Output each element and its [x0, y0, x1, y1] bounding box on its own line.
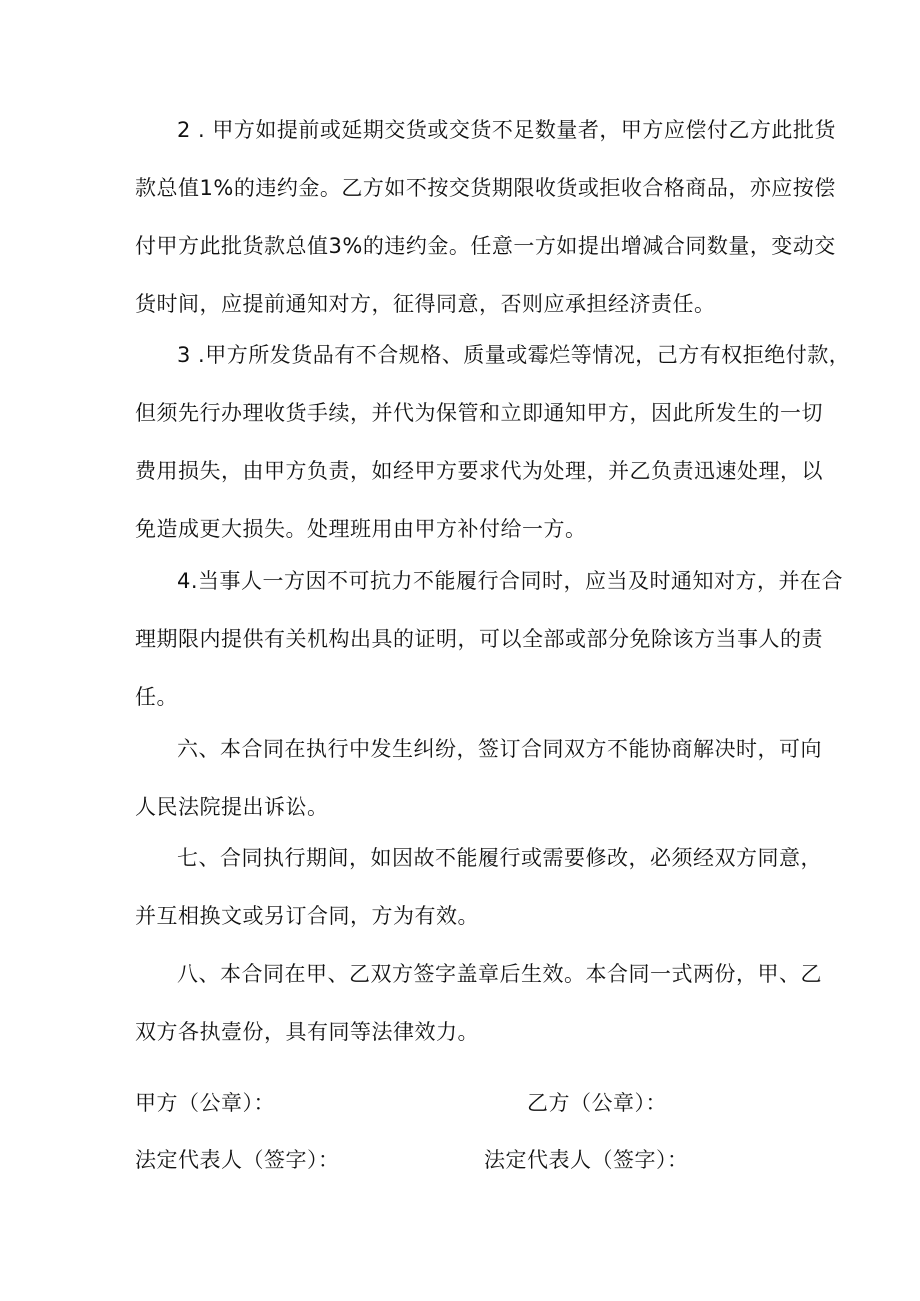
clause-3-line-3: 费用损失，由甲方负责，如经甲方要求代为处理，并乙负责迅速处理，以 — [135, 459, 823, 483]
article-8-line-2: 双方各执壹份，具有同等法律效力。 — [135, 1020, 479, 1044]
clause-4-line-3: 任。 — [135, 685, 178, 709]
article-6-paragraph — [135, 720, 822, 836]
clause-2-line-1: 2 . 甲方如提前或延期交货或交货不足数量者，甲方应偿付乙方此批货 — [177, 118, 836, 142]
party-a-representative-label: 法定代表人（签字）： — [135, 1148, 340, 1172]
article-6-line-1: 六、本合同在执行中发生纠纷，签订合同双方不能协商解决时，可向 — [177, 737, 822, 761]
article-7-line-2: 并互相换文或另订合同，方为有效。 — [135, 904, 479, 928]
clause-3-paragraph — [135, 326, 851, 558]
clause-2-line-4: 货时间，应提前通知对方，征得同意，否则应承担经济责任。 — [135, 292, 716, 316]
article-8-line-1: 八、本合同在甲、乙双方签字盖章后生效。本合同一式两份，甲、乙 — [177, 962, 822, 986]
article-7-line-1: 七、合同执行期间，如因故不能履行或需要修改，必须经双方同意， — [177, 846, 822, 870]
clause-2-line-3: 付甲方此批货款总值3%的违约金。任意一方如提出增减合同数量，变动交 — [135, 234, 836, 258]
article-8-paragraph — [135, 945, 822, 1061]
clause-4-line-1: 4.当事人一方因不可抗力不能履行合同时，应当及时通知对方，并在合 — [177, 569, 844, 593]
clause-2-paragraph — [135, 101, 836, 333]
clause-4-paragraph — [135, 552, 844, 726]
article-7-paragraph — [135, 829, 822, 945]
party-b-seal-label: 乙方（公章）： — [527, 1091, 667, 1115]
clause-3-line-2: 但须先行办理收货手续，并代为保管和立即通知甲方，因此所发生的一切 — [135, 401, 823, 425]
party-a-seal-label: 甲方（公章）： — [135, 1091, 275, 1115]
clause-3-line-1: 3 .甲方所发货品有不合规格、质量或霉烂等情况，己方有权拒绝付款， — [177, 343, 851, 367]
clause-4-line-2: 理期限内提供有关机构出具的证明，可以全部或部分免除该方当事人的责 — [135, 627, 823, 651]
article-6-line-2: 人民法院提出诉讼。 — [135, 795, 329, 819]
clause-2-line-2: 款总值1%的违约金。乙方如不按交货期限收货或拒收合格商品，亦应按偿 — [135, 176, 836, 200]
party-b-representative-label: 法定代表人（签字）： — [484, 1148, 689, 1172]
clause-3-line-4: 免造成更大损失。处理班用由甲方补付给一方。 — [135, 517, 587, 541]
